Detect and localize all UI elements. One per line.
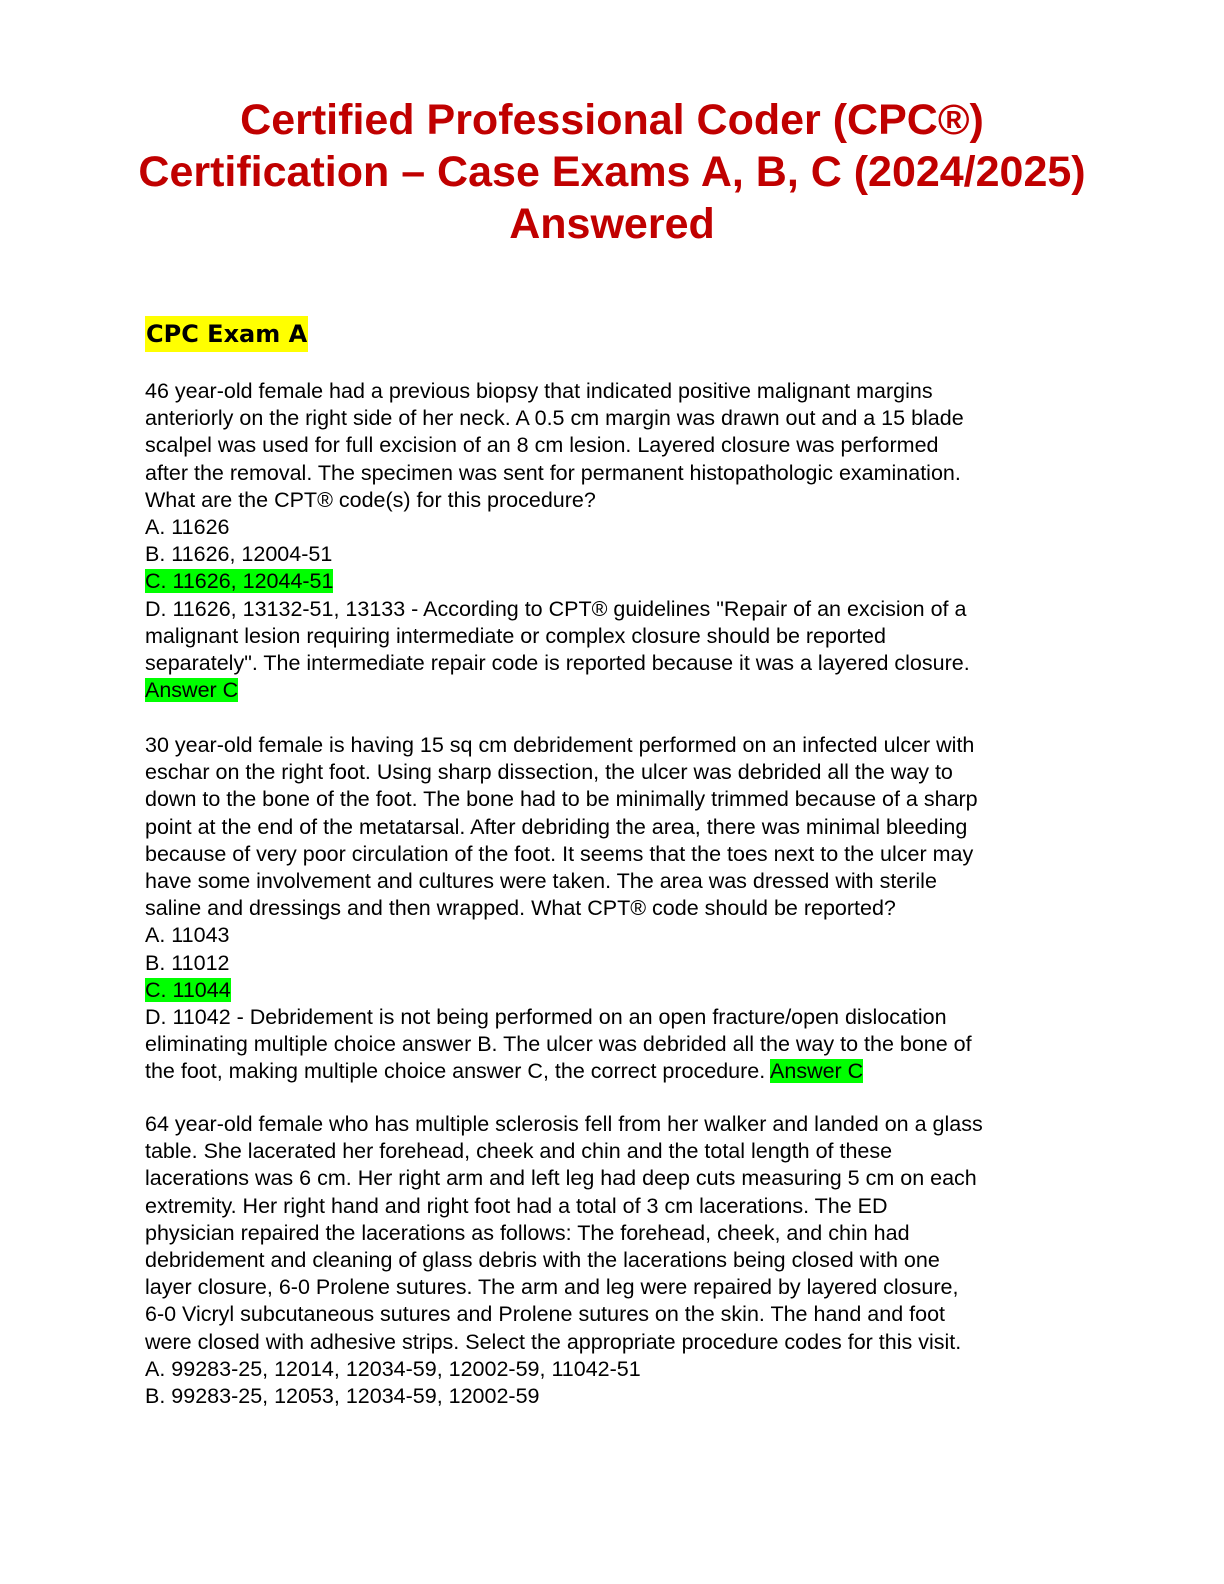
option-d-line: separately". The intermediate repair code is reported because it was a layered closure. [145, 651, 970, 676]
option-d-line: malignant lesion requiring intermediate or complex closure should be reported [145, 623, 886, 648]
answer-highlight: Answer C [770, 1059, 864, 1084]
question-stem-line: have some involvement and cultures were taken. The area was dressed with sterile [145, 869, 937, 894]
answer-highlight: Answer C [145, 678, 239, 703]
document-title [40, 94, 1184, 250]
question-stem-line: 30 year-old female is having 15 sq cm debridement performed on an infected ulcer with [145, 733, 975, 757]
question-stem-line: eschar on the right foot. Using sharp dissection, the ulcer was debrided all the way to [145, 760, 953, 785]
option-d-line: D. 11042 - Debridement is not being performed on an open fracture/open dislocation [145, 1005, 947, 1030]
correct-option-highlight: C. 11626, 12044-51 [145, 569, 334, 594]
option-a: A. 99283-25, 12014, 12034-59, 12002-59, 11042-51 [145, 1356, 641, 1381]
title-line: Answered [509, 200, 715, 248]
question-stem-line: 64 year-old female who has multiple sclerosis fell from her walker and landed on a glass [145, 1112, 983, 1136]
question-stem-line: physician repaired the lacerations as follows: The forehead, cheek, and chin had [145, 1220, 910, 1245]
question-stem-line: 6-0 Vicryl subcutaneous sutures and Prolene sutures on the skin. The hand and foot [145, 1302, 945, 1327]
title-line: Certification – Case Exams A, B, C (2024/2025) [138, 148, 1086, 196]
question-stem-line: What are the CPT® code(s) for this procedure? [145, 487, 596, 512]
question-stem-line: point at the end of the metatarsal. After debriding the area, there was minimal bleeding [145, 814, 968, 839]
option-b: B. 11626, 12004-51 [145, 542, 333, 567]
question-stem-line: anteriorly on the right side of her neck. A 0.5 cm margin was drawn out and a 15 blade [145, 406, 964, 431]
question-stem-line: debridement and cleaning of glass debris with the lacerations being closed with one [145, 1248, 940, 1273]
answer-line [145, 677, 1105, 704]
correct-option-highlight: C. 11044 [145, 977, 231, 1002]
option-d-line: D. 11626, 13132-51, 13133 - According to CPT® guidelines "Repair of an excision of a [145, 596, 967, 621]
question-stem-line: table. She lacerated her forehead, cheek and chin and the total length of these [145, 1139, 893, 1164]
option-c-correct [145, 568, 1105, 595]
question-stem-line: saline and dressings and then wrapped. What CPT® code should be reported? [145, 896, 896, 921]
option-b: B. 11012 [145, 950, 230, 975]
section-heading: CPC Exam A [145, 316, 308, 352]
question-stem-line: were closed with adhesive strips. Select the appropriate procedure codes for this visit. [145, 1329, 962, 1354]
option-d-line-with-answer: the foot, making multiple choice answer C, the correct procedure. Answer C [145, 1059, 864, 1084]
question-stem-line: scalpel was used for full excision of an 8 cm lesion. Layered closure was performed [145, 433, 939, 458]
option-a: A. 11626 [145, 515, 230, 540]
title-line: Certified Professional Coder (CPC®) [240, 96, 984, 144]
option-a: A. 11043 [145, 923, 230, 948]
question-2 [145, 732, 1105, 1086]
option-b: B. 99283-25, 12053, 12034-59, 12002-59 [145, 1384, 540, 1409]
question-stem-line: 46 year-old female had a previous biopsy that indicated positive malignant margins [145, 379, 933, 403]
option-d-line: eliminating multiple choice answer B. The ulcer was debrided all the way to the bone of [145, 1032, 972, 1057]
question-stem-line: layer closure, 6-0 Prolene sutures. The arm and leg were repaired by layered closure, [145, 1275, 959, 1300]
question-stem-line: extremity. Her right hand and right foot had a total of 3 cm lacerations. The ED [145, 1193, 888, 1218]
question-stem-line: down to the bone of the foot. The bone had to be minimally trimmed because of a sharp [145, 787, 978, 812]
question-stem-line: lacerations was 6 cm. Her right arm and left leg had deep cuts measuring 5 cm on each [145, 1166, 977, 1191]
question-3 [145, 1111, 1105, 1410]
option-c-correct [145, 977, 1105, 1004]
question-stem-line: because of very poor circulation of the foot. It seems that the toes next to the ulcer may [145, 841, 974, 866]
question-stem-line: after the removal. The specimen was sent for permanent histopathologic examination. [145, 460, 961, 485]
question-1 [145, 378, 1105, 704]
